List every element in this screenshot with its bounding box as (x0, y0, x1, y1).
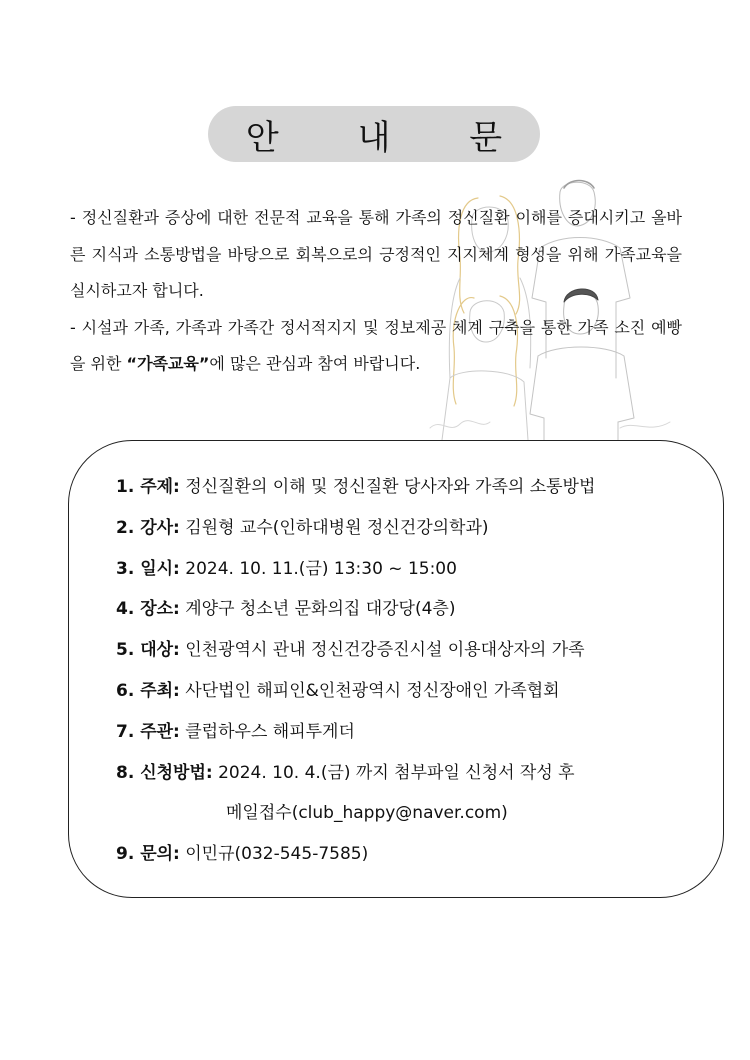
detail-item-contact (116, 834, 595, 875)
intro-paragraph-2-emphasis: “가족교육” (126, 354, 210, 373)
detail-key: 1. 주제: (116, 477, 180, 497)
detail-value: 2024. 10. 11.(금) 13:30 ~ 15:00 (179, 558, 457, 579)
detail-item-application-email: 메일접수(club_happy@naver.com) (226, 803, 508, 824)
detail-key: 6. 주최: (116, 680, 180, 701)
details-list (116, 467, 595, 875)
detail-value: 이민규(032-545-7585) (179, 844, 369, 865)
intro-paragraph-1: - 정신질환과 증상에 대한 전문적 교육을 통해 가족의 정신질환 이해를 증대시키고 올바른 지식과 소통방법을 바탕으로 회복으로의 긍정적인 지지체계 형성을 위해 가족교육을 실시하고자 합니다. (70, 208, 682, 300)
detail-value: 인천광역시 관내 정신건강증진시설 이용대상자의 가족 (179, 640, 585, 661)
detail-value: 계양구 청소년 문화의집 대강당(4층) (179, 599, 456, 620)
detail-key: 2. 강사: (116, 517, 180, 538)
title-banner (208, 106, 540, 162)
detail-key: 8. 신청방법: (116, 762, 213, 783)
detail-value: 김원형 교수(인하대병원 정신건강의학과) (179, 517, 489, 538)
detail-key: 4. 장소: (116, 599, 180, 620)
detail-item-topic (116, 467, 595, 508)
detail-item-lecturer (116, 508, 595, 549)
detail-item-host (116, 671, 595, 712)
detail-value: 클럽하우스 해피투게더 (179, 721, 355, 742)
detail-key: 5. 대상: (116, 640, 180, 661)
detail-item-organizer (116, 712, 595, 753)
detail-key: 3. 일시: (116, 558, 180, 579)
detail-value: 2024. 10. 4.(금) 까지 첨부파일 신청서 작성 후 (212, 762, 575, 783)
intro-paragraph-2-end: 에 많은 관심과 참여 바랍니다. (209, 354, 421, 373)
detail-item-datetime (116, 549, 595, 590)
detail-value: 정신질환의 이해 및 정신질환 당사자와 가족의 소통방법 (179, 477, 596, 497)
detail-value: 사단법인 해피인&인천광역시 정신장애인 가족협회 (179, 680, 560, 701)
page-title: 안 내 문 (245, 117, 537, 158)
detail-key: 7. 주관: (116, 721, 180, 742)
detail-key: 9. 문의: (116, 844, 180, 865)
intro-section (70, 200, 682, 383)
detail-item-audience (116, 630, 595, 671)
intro-paragraph-2-start: - 시설과 가족, 가족과 가족간 정서적지지 및 정보제공 체계 구축을 통한 가족 소진 예빵을 위한 (70, 317, 682, 373)
detail-item-venue (116, 589, 595, 630)
intro-paragraph-2 (70, 310, 682, 383)
detail-item-application (116, 753, 595, 794)
